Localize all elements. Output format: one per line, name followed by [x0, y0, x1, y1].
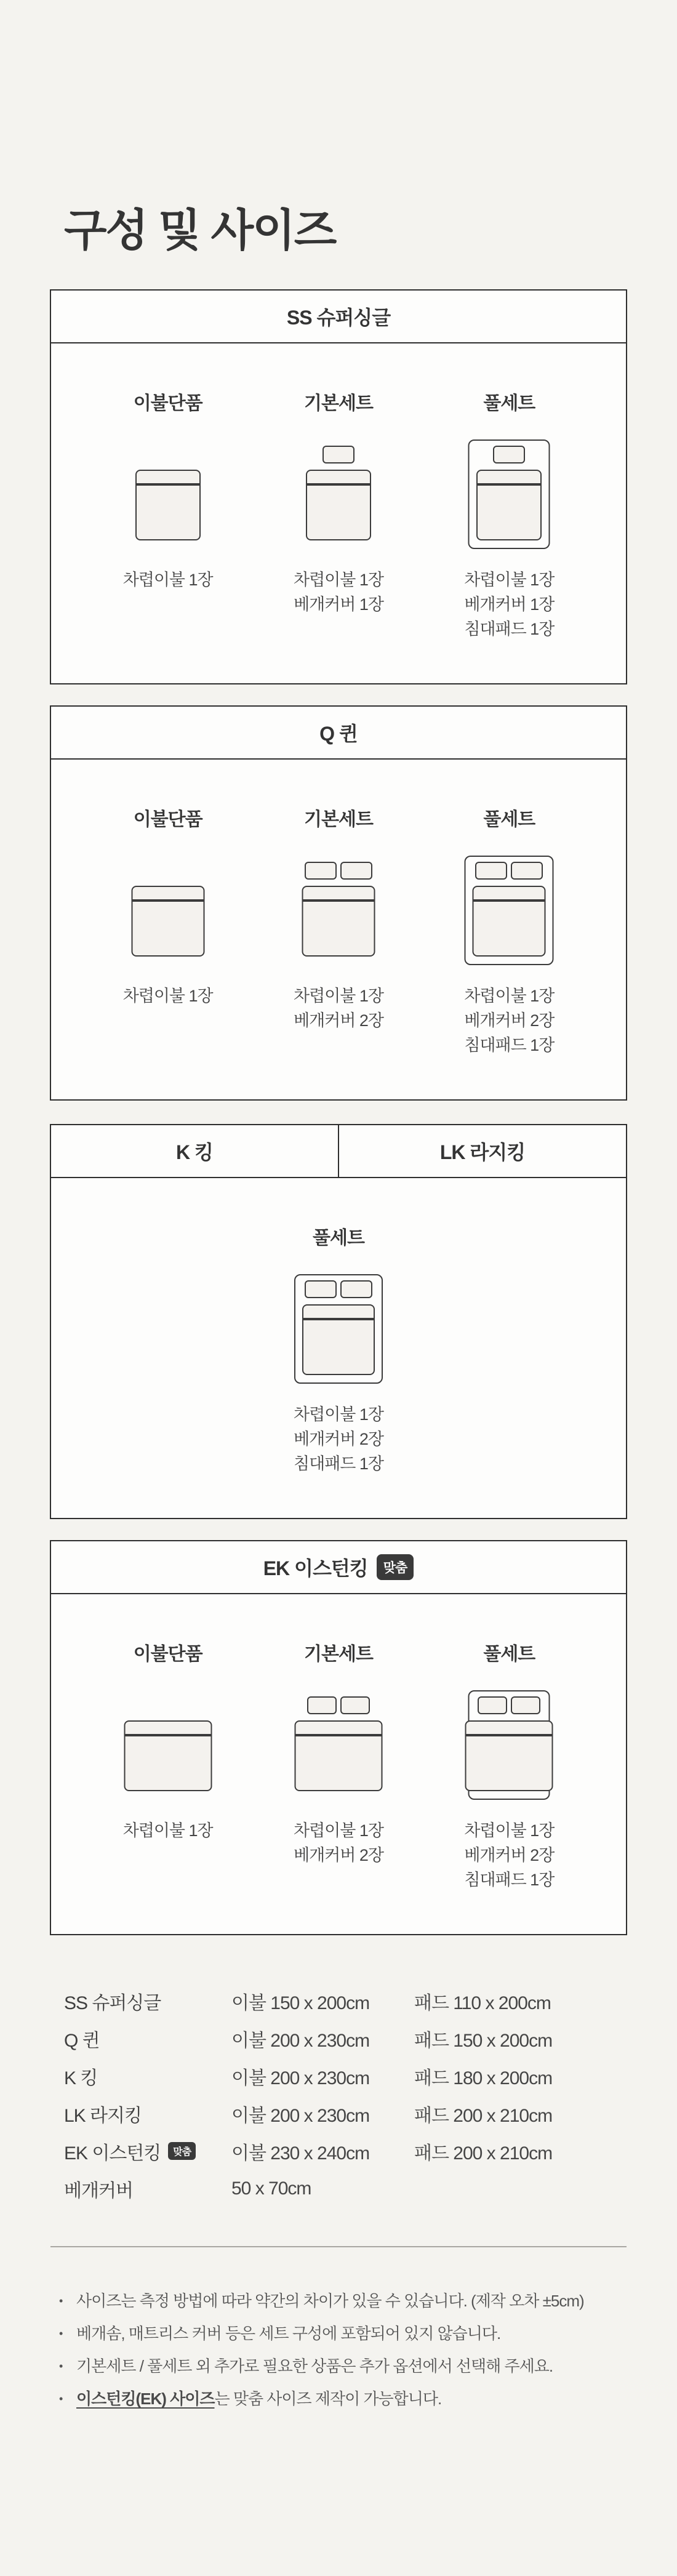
bed-icon: [116, 439, 220, 549]
caption-list: [123, 1818, 213, 1843]
set-type-label: 기본세트: [304, 1644, 373, 1664]
set-type-label: 기본세트: [304, 393, 373, 414]
notes-list: [59, 2285, 638, 2415]
set-box-eastern-king: [50, 1540, 627, 1935]
pillow-icon: [511, 1696, 540, 1714]
caption-list: [464, 1818, 554, 1892]
set-column: [253, 1594, 423, 1892]
set-box-content: [51, 343, 626, 641]
size-row-label: [64, 2138, 231, 2165]
duvet-icon: [124, 1720, 212, 1791]
set-type-label: 풀세트: [483, 1644, 535, 1664]
duvet-fold-line: [303, 1318, 374, 1320]
size-row-label-text: 베개커버: [64, 2180, 133, 2201]
bed-icon: [116, 856, 220, 965]
size-table-row: [64, 2132, 627, 2170]
caption-line: 침대패드 1장: [464, 1871, 555, 1889]
set-box-queen: [50, 705, 627, 1101]
set-size-header: [51, 1125, 338, 1177]
set-column: [82, 760, 253, 1057]
set-size-header: [51, 707, 626, 758]
set-size-title: K 킹: [176, 1141, 213, 1163]
caption-line: 차렵이불 1장: [122, 1821, 213, 1840]
pillow-row: [305, 1280, 372, 1298]
size-row-duvet-value: 50 x 70cm: [231, 2178, 311, 2199]
caption-line: 차렵이불 1장: [464, 987, 555, 1005]
size-row-pad-value: 패드 180 x 200cm: [414, 2068, 553, 2088]
duvet-fold-line: [137, 483, 199, 486]
duvet-fold-line: [478, 483, 540, 486]
duvet-icon: [131, 886, 204, 957]
caption-line: 차렵이불 1장: [464, 1821, 555, 1840]
caption-line: 베개커버 1장: [464, 595, 555, 614]
caption-line: 차렵이불 1장: [294, 571, 383, 589]
set-column: [424, 343, 595, 641]
custom-made-badge: 맞춤: [377, 1554, 414, 1580]
page-title: 구성 및 사이즈: [64, 206, 336, 256]
caption-list: [123, 984, 213, 1008]
caption-list: [464, 568, 554, 641]
duvet-fold-line: [474, 899, 545, 902]
note-item: [59, 2317, 638, 2350]
set-box-content: [51, 1594, 626, 1892]
size-row-duvet-value: 이불 150 x 200cm: [231, 1992, 370, 2013]
size-row-label: [64, 2100, 231, 2127]
pillow-icon: [478, 1696, 507, 1714]
set-box-king-largeking: [50, 1124, 627, 1519]
size-row-pad-value: 패드 200 x 210cm: [414, 2105, 553, 2126]
size-row-pad-value: 패드 110 x 200cm: [414, 1992, 551, 2013]
size-row-label: [64, 2175, 231, 2202]
set-size-header: [51, 291, 626, 342]
set-size-title: EK 이스턴킹: [263, 1557, 368, 1579]
size-row-label-text: EK 이스턴킹: [64, 2143, 161, 2164]
duvet-fold-line: [295, 1734, 381, 1736]
set-column: [253, 1178, 424, 1476]
note-text: [76, 2317, 500, 2350]
duvet-fold-line: [132, 899, 203, 902]
caption-line: 베개커버 1장: [294, 595, 383, 614]
bed-icon: [457, 439, 561, 549]
set-size-header: [51, 1541, 626, 1593]
pillow-icon: [307, 1696, 337, 1714]
size-row-duvet-value: 이불 200 x 230cm: [231, 2030, 370, 2051]
pillow-row: [322, 446, 355, 463]
note-item: [59, 2350, 638, 2383]
set-size-header: [338, 1125, 626, 1177]
set-type-label: 풀세트: [483, 393, 535, 414]
bed-icon: [457, 1690, 561, 1800]
set-box-header: [51, 707, 626, 760]
size-table-row: [64, 2095, 627, 2132]
set-box-content: [51, 760, 626, 1057]
note-text: [76, 2383, 441, 2415]
pillow-icon: [340, 1696, 370, 1714]
set-type-label: 이불단품: [133, 1644, 202, 1664]
note-bullet: •: [59, 2393, 63, 2405]
set-size-title: Q 퀸: [319, 723, 358, 745]
duvet-icon: [465, 1720, 553, 1791]
size-table: [64, 1982, 627, 2207]
size-row-label: [64, 2025, 231, 2052]
set-type-label: 이불단품: [133, 393, 202, 414]
pillow-row: [305, 862, 372, 880]
pillow-icon: [322, 446, 355, 463]
size-row-label-text: Q 퀸: [64, 2030, 100, 2051]
note-text: [76, 2285, 584, 2317]
caption-line: 침대패드 1장: [464, 1036, 555, 1054]
duvet-icon: [306, 470, 371, 540]
bed-icon: [116, 1690, 220, 1800]
set-size-title: SS 슈퍼싱글: [286, 307, 391, 329]
set-type-label: 기본세트: [304, 809, 373, 830]
size-table-row: [64, 2057, 627, 2095]
note-item: [59, 2383, 638, 2415]
set-type-label: 이불단품: [133, 809, 202, 830]
pillow-icon: [475, 862, 507, 880]
note-text: [76, 2350, 553, 2383]
caption-line: 베개커버 2장: [294, 1011, 383, 1030]
duvet-fold-line: [307, 483, 370, 486]
size-row-pad-value: 패드 150 x 200cm: [414, 2030, 553, 2051]
size-row-label: [64, 2063, 231, 2090]
size-row-label-text: LK 라지킹: [64, 2105, 142, 2126]
pillow-row: [493, 446, 525, 463]
caption-line: 베개커버 2장: [464, 1011, 555, 1030]
pillow-row: [307, 1696, 370, 1714]
duvet-icon: [302, 886, 375, 957]
size-table-row: [64, 2020, 627, 2057]
pillow-icon: [305, 862, 337, 880]
size-row-duvet-value: 이불 200 x 230cm: [231, 2105, 370, 2126]
caption-list: [294, 1402, 383, 1476]
pillow-icon: [305, 1280, 337, 1298]
size-row-label: [64, 1988, 231, 2015]
caption-line: 베개커버 2장: [294, 1846, 383, 1864]
set-column: [82, 343, 253, 641]
bed-icon: [457, 856, 561, 965]
pillow-row: [475, 862, 543, 880]
duvet-icon: [476, 470, 542, 540]
caption-list: [294, 1818, 383, 1868]
size-row-duvet-value: 이불 200 x 230cm: [231, 2068, 370, 2088]
pillow-icon: [493, 446, 525, 463]
size-row-label-text: K 킹: [64, 2068, 98, 2088]
caption-line: 베개커버 2장: [294, 1430, 383, 1448]
caption-line: 베개커버 2장: [464, 1846, 555, 1864]
set-column: [253, 760, 423, 1057]
caption-list: [123, 568, 213, 592]
pillow-icon: [340, 862, 372, 880]
note-bullet: •: [59, 2295, 63, 2307]
duvet-icon: [294, 1720, 382, 1791]
caption-line: 침대패드 1장: [294, 1455, 383, 1473]
duvet-icon: [302, 1304, 375, 1375]
note-part: 기본세트 / 풀세트 외 추가로 필요한 상품은 추가 옵션에서 선택해 주세요.: [76, 2357, 553, 2375]
caption-list: [294, 568, 383, 617]
set-size-title: LK 라지킹: [439, 1141, 526, 1163]
set-type-label: 풀세트: [483, 809, 535, 830]
caption-list: [294, 984, 383, 1033]
caption-line: 차렵이불 1장: [464, 571, 555, 589]
set-box-super-single: [50, 289, 627, 684]
note-part: 는 맞춤 사이즈 제작이 가능합니다.: [214, 2389, 442, 2408]
bed-icon: [286, 1690, 391, 1800]
note-part: 베개솜, 매트리스 커버 등은 세트 구성에 포함되어 있지 않습니다.: [76, 2324, 501, 2343]
caption-line: 차렵이불 1장: [122, 571, 213, 589]
caption-line: 차렵이불 1장: [122, 987, 213, 1005]
set-type-label: 풀세트: [313, 1228, 364, 1248]
section-divider: [50, 2246, 627, 2247]
note-emphasis: 이스턴킹(EK) 사이즈: [76, 2389, 215, 2408]
duvet-fold-line: [303, 899, 374, 902]
duvet-fold-line: [467, 1734, 552, 1736]
size-row-pad-value: 패드 200 x 210cm: [414, 2143, 553, 2164]
note-part: 사이즈는 측정 방법에 따라 약간의 차이가 있을 수 있습니다. (제작 오차 ±5cm): [76, 2292, 584, 2310]
pillow-row: [478, 1696, 540, 1714]
duvet-icon: [473, 886, 546, 957]
caption-line: 차렵이불 1장: [294, 1405, 383, 1424]
bed-icon: [286, 439, 391, 549]
duvet-icon: [135, 470, 201, 540]
set-box-header: [51, 291, 626, 343]
size-table-row: [64, 1982, 627, 2020]
pillow-icon: [340, 1280, 372, 1298]
set-column: [424, 760, 595, 1057]
set-box-content: [51, 1178, 626, 1476]
set-column: [253, 343, 423, 641]
note-bullet: •: [59, 2360, 63, 2372]
bed-icon: [286, 1274, 391, 1384]
set-box-header: [51, 1541, 626, 1594]
set-column: [82, 1594, 253, 1892]
caption-line: 침대패드 1장: [464, 620, 555, 638]
caption-line: 차렵이불 1장: [294, 987, 383, 1005]
size-row-label-text: SS 슈퍼싱글: [64, 1992, 161, 2013]
custom-made-badge: 맞춤: [168, 2142, 196, 2160]
caption-line: 차렵이불 1장: [294, 1821, 383, 1840]
size-row-duvet-value: 이불 230 x 240cm: [231, 2143, 370, 2164]
pillow-icon: [511, 862, 543, 880]
bed-icon: [286, 856, 391, 965]
caption-list: [464, 984, 554, 1057]
set-box-header: [51, 1125, 626, 1178]
note-item: [59, 2285, 638, 2317]
note-bullet: •: [59, 2327, 63, 2340]
size-table-row: [64, 2170, 627, 2207]
duvet-fold-line: [125, 1734, 210, 1736]
set-column: [424, 1594, 595, 1892]
